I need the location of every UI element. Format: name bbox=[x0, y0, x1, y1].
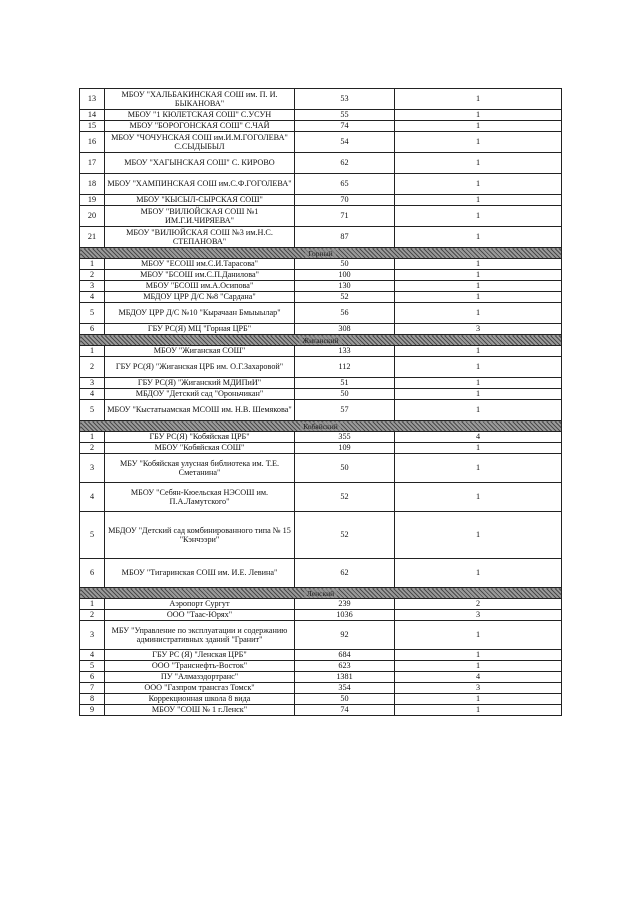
quantity-cell: 1381 bbox=[295, 672, 395, 683]
institution-name-cell: ООО "Транснефть-Восток" bbox=[105, 661, 295, 672]
quantity-cell: 92 bbox=[295, 621, 395, 650]
row-number-cell: 2 bbox=[80, 270, 105, 281]
count-cell: 1 bbox=[395, 259, 562, 270]
row-number-cell: 1 bbox=[80, 599, 105, 610]
institution-name-cell: МБДОУ "Детский сад комбинированного типа № 15 "Кэнчээри" bbox=[105, 512, 295, 559]
institution-name-cell: МБОУ "КЫСЫЛ-СЫРСКАЯ СОШ" bbox=[105, 195, 295, 206]
table-row bbox=[80, 650, 562, 661]
quantity-cell: 130 bbox=[295, 281, 395, 292]
row-number-cell: 21 bbox=[80, 227, 105, 248]
table-row bbox=[80, 121, 562, 132]
table-row bbox=[80, 378, 562, 389]
count-cell: 2 bbox=[395, 599, 562, 610]
row-number-cell: 14 bbox=[80, 110, 105, 121]
quantity-cell: 239 bbox=[295, 599, 395, 610]
row-number-cell: 7 bbox=[80, 683, 105, 694]
quantity-cell: 87 bbox=[295, 227, 395, 248]
quantity-cell: 50 bbox=[295, 259, 395, 270]
table-row bbox=[80, 153, 562, 174]
count-cell: 1 bbox=[395, 650, 562, 661]
count-cell: 1 bbox=[395, 206, 562, 227]
count-cell: 1 bbox=[395, 454, 562, 483]
table-row bbox=[80, 270, 562, 281]
institution-name-cell: Коррекционная школа 8 вида bbox=[105, 694, 295, 705]
row-number-cell: 18 bbox=[80, 174, 105, 195]
count-cell: 4 bbox=[395, 672, 562, 683]
row-number-cell: 1 bbox=[80, 259, 105, 270]
quantity-cell: 62 bbox=[295, 153, 395, 174]
count-cell: 1 bbox=[395, 153, 562, 174]
table-row bbox=[80, 324, 562, 335]
institution-name-cell: МБОУ "БОРОГОНСКАЯ СОШ" С.ЧАЙ bbox=[105, 121, 295, 132]
table-row bbox=[80, 89, 562, 110]
quantity-cell: 56 bbox=[295, 303, 395, 324]
quantity-cell: 112 bbox=[295, 357, 395, 378]
section-header bbox=[80, 335, 562, 346]
quantity-cell: 71 bbox=[295, 206, 395, 227]
count-cell: 3 bbox=[395, 610, 562, 621]
institution-name-cell: ПУ "Алмазэдортранс" bbox=[105, 672, 295, 683]
count-cell: 1 bbox=[395, 270, 562, 281]
count-cell: 1 bbox=[395, 705, 562, 716]
row-number-cell: 15 bbox=[80, 121, 105, 132]
row-number-cell: 17 bbox=[80, 153, 105, 174]
row-number-cell: 20 bbox=[80, 206, 105, 227]
quantity-cell: 53 bbox=[295, 89, 395, 110]
row-number-cell: 6 bbox=[80, 559, 105, 588]
table-row bbox=[80, 512, 562, 559]
row-number-cell: 5 bbox=[80, 303, 105, 324]
institution-name-cell: МБОУ "Кобяйская СОШ" bbox=[105, 443, 295, 454]
row-number-cell: 1 bbox=[80, 432, 105, 443]
section-header bbox=[80, 248, 562, 259]
quantity-cell: 133 bbox=[295, 346, 395, 357]
quantity-cell: 52 bbox=[295, 483, 395, 512]
table-row bbox=[80, 454, 562, 483]
section-header-row bbox=[80, 588, 562, 599]
table-row bbox=[80, 227, 562, 248]
count-cell: 1 bbox=[395, 292, 562, 303]
count-cell: 1 bbox=[395, 694, 562, 705]
table-row bbox=[80, 705, 562, 716]
quantity-cell: 109 bbox=[295, 443, 395, 454]
quantity-cell: 52 bbox=[295, 292, 395, 303]
institution-name-cell: МБОУ "ХАГЫНСКАЯ СОШ" С. КИРОВО bbox=[105, 153, 295, 174]
table-row bbox=[80, 346, 562, 357]
institution-name-cell: МБОУ "БСОШ им.А.Осипова" bbox=[105, 281, 295, 292]
table-row bbox=[80, 559, 562, 588]
section-label: Ленский bbox=[304, 589, 337, 598]
row-number-cell: 5 bbox=[80, 400, 105, 421]
institution-name-cell: МБОУ "ВИЛЮЙСКАЯ СОШ №1 ИМ.Г.И.ЧИРЯЕВА" bbox=[105, 206, 295, 227]
count-cell: 1 bbox=[395, 110, 562, 121]
count-cell: 3 bbox=[395, 683, 562, 694]
table-row bbox=[80, 621, 562, 650]
count-cell: 1 bbox=[395, 121, 562, 132]
institution-name-cell: МБОУ "ЕСОШ им.С.И.Тарасова" bbox=[105, 259, 295, 270]
row-number-cell: 9 bbox=[80, 705, 105, 716]
institution-name-cell: ГБУ РС(Я) МЦ "Горная ЦРБ" bbox=[105, 324, 295, 335]
institutions-table bbox=[79, 88, 562, 716]
row-number-cell: 4 bbox=[80, 389, 105, 400]
institution-name-cell: ООО "Таас-Юрях" bbox=[105, 610, 295, 621]
institution-name-cell: МБОУ "ВИЛЮЙСКАЯ СОШ №3 им.Н.С. СТЕПАНОВА" bbox=[105, 227, 295, 248]
table-row bbox=[80, 443, 562, 454]
table-row bbox=[80, 389, 562, 400]
quantity-cell: 74 bbox=[295, 121, 395, 132]
count-cell: 1 bbox=[395, 357, 562, 378]
quantity-cell: 52 bbox=[295, 512, 395, 559]
row-number-cell: 13 bbox=[80, 89, 105, 110]
institution-name-cell: МБУ "Управление по эксплуатации и содержанию административных зданий "Гранит" bbox=[105, 621, 295, 650]
count-cell: 1 bbox=[395, 303, 562, 324]
quantity-cell: 62 bbox=[295, 559, 395, 588]
table-row bbox=[80, 292, 562, 303]
row-number-cell: 5 bbox=[80, 661, 105, 672]
institution-name-cell: Аэропорт Сургут bbox=[105, 599, 295, 610]
quantity-cell: 623 bbox=[295, 661, 395, 672]
institution-name-cell: МБУ "Кобяйская улусная библиотека им. Т.Е. Сметанина" bbox=[105, 454, 295, 483]
row-number-cell: 4 bbox=[80, 483, 105, 512]
row-number-cell: 3 bbox=[80, 378, 105, 389]
quantity-cell: 65 bbox=[295, 174, 395, 195]
section-label: Жиганский bbox=[299, 336, 341, 345]
section-header bbox=[80, 421, 562, 432]
table-row bbox=[80, 672, 562, 683]
institution-name-cell: МБДОУ "Детский сад "Ороньчикан" bbox=[105, 389, 295, 400]
quantity-cell: 354 bbox=[295, 683, 395, 694]
count-cell: 1 bbox=[395, 443, 562, 454]
table-row bbox=[80, 610, 562, 621]
row-number-cell: 2 bbox=[80, 443, 105, 454]
count-cell: 1 bbox=[395, 174, 562, 195]
institution-name-cell: МБДОУ ЦРР Д/С №8 "Сардана" bbox=[105, 292, 295, 303]
section-header-row bbox=[80, 248, 562, 259]
count-cell: 1 bbox=[395, 378, 562, 389]
row-number-cell: 3 bbox=[80, 454, 105, 483]
quantity-cell: 100 bbox=[295, 270, 395, 281]
count-cell: 1 bbox=[395, 195, 562, 206]
quantity-cell: 684 bbox=[295, 650, 395, 661]
row-number-cell: 3 bbox=[80, 281, 105, 292]
count-cell: 1 bbox=[395, 559, 562, 588]
count-cell: 4 bbox=[395, 432, 562, 443]
row-number-cell: 2 bbox=[80, 610, 105, 621]
institution-name-cell: ГБУ РС(Я) "Жиганский МДИПиИ" bbox=[105, 378, 295, 389]
table-body bbox=[80, 89, 562, 716]
table-row bbox=[80, 483, 562, 512]
section-header bbox=[80, 588, 562, 599]
count-cell: 1 bbox=[395, 89, 562, 110]
count-cell: 1 bbox=[395, 132, 562, 153]
row-number-cell: 3 bbox=[80, 621, 105, 650]
row-number-cell: 8 bbox=[80, 694, 105, 705]
row-number-cell: 6 bbox=[80, 324, 105, 335]
quantity-cell: 74 bbox=[295, 705, 395, 716]
quantity-cell: 50 bbox=[295, 694, 395, 705]
table-row bbox=[80, 110, 562, 121]
count-cell: 1 bbox=[395, 621, 562, 650]
count-cell: 1 bbox=[395, 389, 562, 400]
institution-name-cell: МБДОУ ЦРР Д/С №10 "Кырачаан Бмыыылар" bbox=[105, 303, 295, 324]
institution-name-cell: МБОУ "Кыстатыамская МСОШ им. Н.В. Шемякова" bbox=[105, 400, 295, 421]
quantity-cell: 308 bbox=[295, 324, 395, 335]
table-row bbox=[80, 683, 562, 694]
row-number-cell: 5 bbox=[80, 512, 105, 559]
quantity-cell: 55 bbox=[295, 110, 395, 121]
row-number-cell: 4 bbox=[80, 650, 105, 661]
table-row bbox=[80, 206, 562, 227]
institution-name-cell: ООО "Газпром трансгаз Томск" bbox=[105, 683, 295, 694]
quantity-cell: 54 bbox=[295, 132, 395, 153]
table-row bbox=[80, 195, 562, 206]
institution-name-cell: МБОУ "Тигаринская СОШ им. И.Е. Левина" bbox=[105, 559, 295, 588]
row-number-cell: 1 bbox=[80, 346, 105, 357]
institution-name-cell: ГБУ РС(Я) "Жиганская ЦРБ им. О.Г.Захаровой" bbox=[105, 357, 295, 378]
quantity-cell: 50 bbox=[295, 389, 395, 400]
institution-name-cell: МБОУ "ХАЛЬБАКИНСКАЯ СОШ им. П. И. БЫКАНОВА" bbox=[105, 89, 295, 110]
count-cell: 1 bbox=[395, 661, 562, 672]
institution-name-cell: ГБУ РС(Я) "Кобяйская ЦРБ" bbox=[105, 432, 295, 443]
table-row bbox=[80, 303, 562, 324]
quantity-cell: 355 bbox=[295, 432, 395, 443]
count-cell: 1 bbox=[395, 227, 562, 248]
table-row bbox=[80, 694, 562, 705]
institution-name-cell: ГБУ РС (Я) "Ленская ЦРБ" bbox=[105, 650, 295, 661]
section-label: Кобяйский bbox=[300, 422, 340, 431]
table-row bbox=[80, 357, 562, 378]
count-cell: 1 bbox=[395, 281, 562, 292]
institution-name-cell: МБОУ "ХАМПИНСКАЯ СОШ им.С.Ф.ГОГОЛЕВА" bbox=[105, 174, 295, 195]
institution-name-cell: МБОУ "Жиганская СОШ" bbox=[105, 346, 295, 357]
institution-name-cell: МБОУ "1 КЮЛЕТСКАЯ СОШ" С.УСУН bbox=[105, 110, 295, 121]
row-number-cell: 16 bbox=[80, 132, 105, 153]
table-row bbox=[80, 400, 562, 421]
quantity-cell: 50 bbox=[295, 454, 395, 483]
table-row bbox=[80, 174, 562, 195]
institution-name-cell: МБОУ "СОШ № 1 г.Ленск" bbox=[105, 705, 295, 716]
quantity-cell: 57 bbox=[295, 400, 395, 421]
institution-name-cell: МБОУ "ЧОЧУНСКАЯ СОШ им.И.М.ГОГОЛЕВА" С.СЫДЫБЫЛ bbox=[105, 132, 295, 153]
count-cell: 1 bbox=[395, 400, 562, 421]
row-number-cell: 2 bbox=[80, 357, 105, 378]
table-row bbox=[80, 259, 562, 270]
table-row bbox=[80, 281, 562, 292]
quantity-cell: 51 bbox=[295, 378, 395, 389]
table-row bbox=[80, 132, 562, 153]
row-number-cell: 4 bbox=[80, 292, 105, 303]
table-row bbox=[80, 599, 562, 610]
section-header-row bbox=[80, 335, 562, 346]
quantity-cell: 70 bbox=[295, 195, 395, 206]
institution-name-cell: МБОУ "БСОШ им.С.П.Данилова" bbox=[105, 270, 295, 281]
quantity-cell: 1036 bbox=[295, 610, 395, 621]
count-cell: 1 bbox=[395, 346, 562, 357]
table-row bbox=[80, 661, 562, 672]
institution-name-cell: МБОУ "Себян-Кюельская НЭСОШ им. П.А.Ламутского" bbox=[105, 483, 295, 512]
row-number-cell: 19 bbox=[80, 195, 105, 206]
row-number-cell: 6 bbox=[80, 672, 105, 683]
table-row bbox=[80, 432, 562, 443]
section-label: Горный bbox=[305, 249, 335, 258]
count-cell: 1 bbox=[395, 512, 562, 559]
count-cell: 1 bbox=[395, 483, 562, 512]
section-header-row bbox=[80, 421, 562, 432]
count-cell: 3 bbox=[395, 324, 562, 335]
